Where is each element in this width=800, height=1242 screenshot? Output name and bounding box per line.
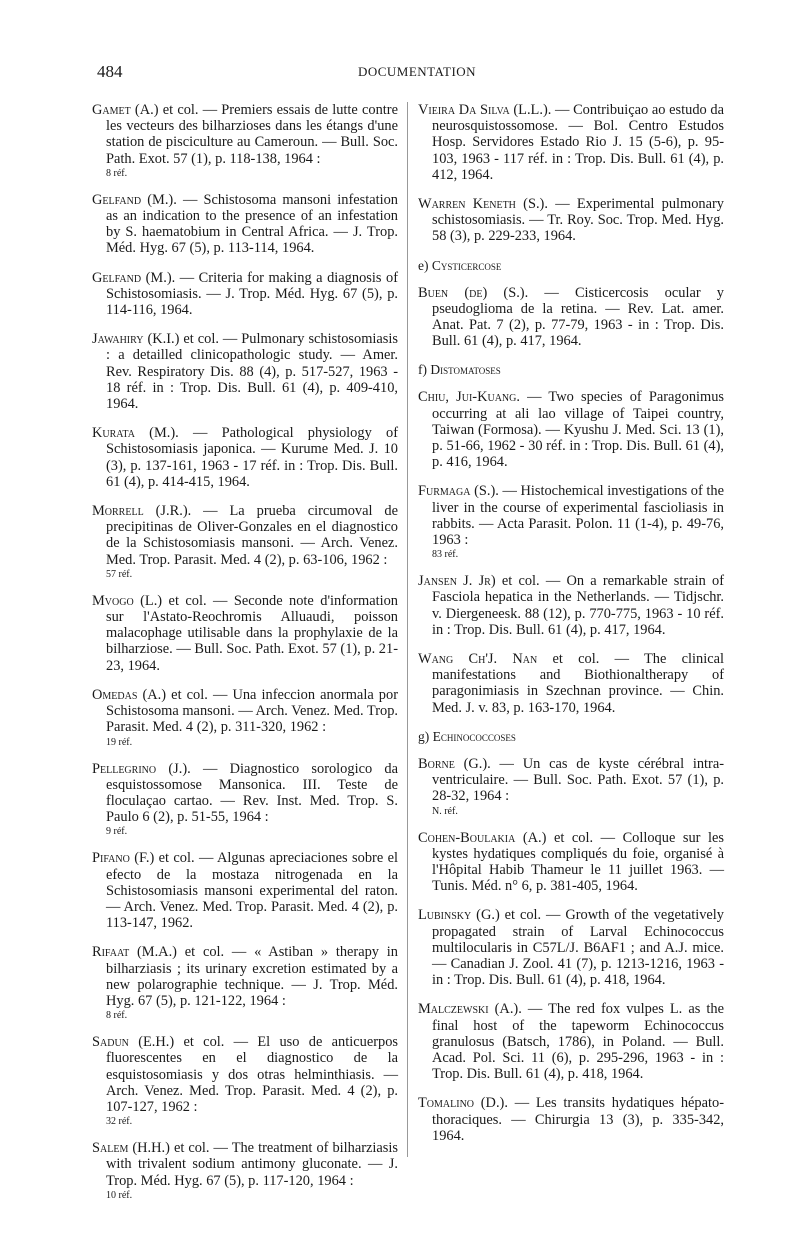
entry-author: Pifano (F.)	[92, 850, 155, 867]
entry-text: — Experimental pulmonary schistosomiasis. — Tr. Roy. Soc. Trop. Med. Hyg. 58 (3), p. 229-233, 1964.	[432, 196, 724, 245]
bibliography-entry	[92, 593, 398, 674]
entry-ref-count: 8 réf.	[106, 1010, 128, 1022]
entry-author: Wang Ch'J. Nan	[418, 651, 538, 668]
bibliography-entry	[92, 944, 398, 1021]
entry-author: Morrell (J.R.).	[92, 503, 192, 520]
entry-text: et col. — The treatment of bilharziasis with trivalent sodium antimony gluconate. — J. Trop. Méd. Hyg. 67 (5), p. 117-120, 1964 :	[106, 1140, 398, 1189]
section-label: Distomatoses	[430, 362, 501, 378]
entry-author: Gelfand (M.).	[92, 269, 176, 286]
entry-text: et col. — « Astiban » therapy in bilharziasis ; its urinary excretion estimated by a new polarographie technique. — J. Trop. Méd. Hyg. 67 (5), p. 121-122, 1964 :	[106, 944, 398, 1009]
section-letter: f)	[418, 362, 431, 378]
bibliography-entry	[92, 850, 398, 931]
bibliography-entry	[92, 1034, 398, 1127]
page-number: 484	[97, 62, 123, 81]
bibliography-entry	[418, 389, 724, 470]
section-label: Cysticercose	[431, 257, 502, 273]
entry-text: — Histochemical investigations of the liver in the course of experimental fascioliasis in rabbits. — Acta Parasit. Polon. 11 (1-4), p. 49-76, 1963 :	[432, 483, 724, 549]
bibliography-entry	[92, 761, 398, 838]
section-heading	[418, 258, 724, 274]
entry-author: Rifaat (M.A.)	[92, 944, 177, 961]
entry-author: Warren Keneth (S.).	[418, 196, 548, 213]
entry-text: et col. — The clinical manifestations and Biothionaltherapy of paragonimiasis in Szechnan province. — Chin. Med. J. v. 83, p. 163-170, 1964.	[432, 651, 724, 716]
bibliography-entry	[418, 651, 724, 716]
bibliography-entry	[92, 687, 398, 748]
entry-text: — Les transits hydatiques hépato-thoraciques. — Chirurgia 13 (3), p. 335-342, 1964.	[432, 1095, 724, 1144]
entry-author: Jawahiry (K.I.)	[92, 331, 180, 348]
right-column	[418, 102, 724, 1157]
entry-author: Pellegrino (J.).	[92, 760, 191, 777]
bibliography-entry	[92, 1140, 398, 1201]
entry-text: — Schistosoma mansoni infestation as an indication to the presence of an infestation by S. haematobium in Central Africa. — J. Trop. Méd. Hyg. 67 (5), p. 113-114, 1964.	[106, 191, 398, 257]
bibliography-entry	[92, 270, 398, 319]
entry-author: Vieira Da Silva (L.L.).	[418, 102, 552, 118]
bibliography-entry	[92, 331, 398, 412]
page-header	[97, 62, 737, 86]
entry-ref-count: 8 réf.	[106, 167, 128, 179]
entry-author: Salem (H.H.)	[92, 1140, 170, 1157]
bibliography-entry	[92, 102, 398, 179]
entry-author: Cohen-Boulakia (A.)	[418, 829, 547, 846]
section-label: Echinococcoses	[432, 728, 516, 744]
entry-ref-count: 10 réf.	[106, 1189, 133, 1201]
entry-text: — The red fox vulpes L. as the final host of the tapeworm Echinococcus granulosus (Batsch, 1786), in Poland. — Bull. Acad. Pol. Sci. 11 (6), p. 295-296, 1963 - in : Trop. Dis. Bull. 61 (4), p. 418, 1964.	[432, 1001, 724, 1083]
entry-author: Sadun (E.H.)	[92, 1034, 175, 1051]
bibliography-entry	[418, 1095, 724, 1144]
entry-text: et col. — Colloque sur les kystes hydatiques compliqués du foie, organisé à l'Hôpital Habib Thameur le 11 juillet 1963. — Tunis. Méd. n° 6, p. 381-405, 1964.	[432, 829, 724, 895]
entry-text: et col. — On a remarkable strain of Fasciola hepatica in the Netherlands. — Tidjschr. v. Diergeneesk. 88 (12), p. 770-775, 1963 - 10 réf. in : Trop. Dis. Bull. 61 (4), p. 417, 1964.	[432, 573, 724, 638]
entry-ref-count: 32 réf.	[106, 1116, 133, 1128]
bibliography-entry	[418, 285, 724, 350]
entry-text: et col. — Una infeccion anormala por Schistosoma mansoni. — Arch. Venez. Med. Trop. Parasit. Med. 4 (2), p. 311-320, 1962 :	[106, 686, 398, 736]
entry-text: et col. — Premiers essais de lutte contre les vecteurs des bilharzioses dans les étangs d'une station de pisciculture au Cameroun. — Bull. Soc. Path. Exot. 57 (1), p. 118-138, 1964 :	[106, 102, 398, 167]
entry-text: et col. — Growth of the vegetatively propagated strain of Larval Echinococcus multilocularis in C57L/J. B6AF1 ; and A.J. mice. — Canadian J. Zool. 41 (7), p. 1213-1216, 1963 - in : Trop. Dis. Bull. 61 (4), p. 418, 1964.	[432, 907, 724, 989]
entry-text: et col. — Seconde note d'information sur l'Astato-Reochromis Alluaudi, poisson malacophage utilisable dans la prophylaxie de la bilharziose. — Bull. Soc. Path. Exot. 57 (1), p. 21-23, 1964.	[106, 592, 398, 674]
bibliography-entry	[418, 1001, 724, 1082]
entry-text: — Two species of Paragonimus occurring at ali lao village of Taipei country, Taiwan (Formosa). — Kyushu J. Med. Sci. 13 (1), p. 51-66, 1962 - 30 réf. in : Trop. Dis. Bull. 61 (4), p. 416, 1964.	[432, 389, 724, 471]
entry-author: Gelfand (M.).	[92, 191, 177, 208]
column-divider	[407, 102, 408, 1157]
bibliography-entry	[92, 503, 398, 580]
section-heading	[418, 362, 724, 378]
bibliography-entry	[418, 483, 724, 560]
bibliography-entry	[418, 102, 724, 183]
entry-ref-count: 9 réf.	[106, 826, 128, 838]
section-letter: g)	[418, 728, 433, 744]
entry-text: et col. — El uso de anticuerpos fluorescentes en el diagnostico de la esquistosomiasis y dos otras helminthiasis. — Arch. Venez. Med. Trop. Parasit. Med. 4 (2), p. 107-127, 1962 :	[106, 1034, 398, 1115]
entry-text: — Cisticercosis ocular y pseudoglioma de la retina. — Rev. Lat. amer. Anat. Pat. 7 (2), p. 77-79, 1963 - in : Trop. Dis. Bull. 61 (4), p. 417, 1964.	[432, 284, 724, 350]
entry-text: — Diagnostico sorologico da esquistossomose Mansonica. III. Teste de floculaçao cartao. — Rev. Inst. Med. Trop. S. Paulo 6 (2), p. 51-55, 1964 :	[106, 760, 398, 826]
left-column	[92, 102, 398, 1214]
bibliography-entry	[418, 196, 724, 245]
section-heading	[418, 729, 724, 745]
section-letter: e)	[418, 257, 432, 273]
entry-author: Chiu, Jui-Kuang.	[418, 389, 520, 406]
entry-author: Malczewski (A.).	[418, 1001, 522, 1018]
entry-author: Mvogo (L.)	[92, 592, 163, 609]
bibliography-entry	[418, 573, 724, 638]
entry-text: et col. — Algunas apreciaciones sobre el efecto de la mostaza nitrogenada en la Schistosomiasis mansoni experimental del raton. — Arch. Venez. Med. Trop. Parasit. Med. 4 (2), p. 113-147, 1962.	[106, 850, 398, 932]
entry-text: — Criteria for making a diagnosis of Schistosomiasis. — J. Trop. Méd. Hyg. 67 (5), p. 114-116, 1964.	[106, 269, 398, 319]
bibliography-entry	[418, 756, 724, 817]
entry-ref-count: 83 réf.	[432, 549, 459, 561]
entry-author: Furmaga (S.).	[418, 483, 499, 500]
entry-ref-count: N. réf.	[432, 805, 458, 817]
entry-ref-count: 57 réf.	[106, 568, 133, 580]
entry-text: — Pathological physiology of Schistosomiasis japonica. — Kurume Med. J. 10 (3), p. 137-161, 1963 - 17 réf. in : Trop. Dis. Bull. 61 (4), p. 414-415, 1964.	[106, 425, 398, 490]
running-head: DOCUMENTATION	[357, 64, 477, 79]
bibliography-entry	[418, 830, 724, 895]
entry-text: — Un cas de kyste cérébral intra-ventriculaire. — Bull. Soc. Path. Exot. 57 (1), p. 28-32, 1964 :	[432, 755, 724, 805]
bibliography-entry	[418, 907, 724, 988]
entry-author: Lubinsky (G.)	[418, 907, 500, 924]
entry-author: Kurata (M.).	[92, 425, 179, 442]
entry-text: — Contribuiçao ao estudo da neurosquistossomose. — Bol. Centro Estudos Hosp. Servidores Estado Rio J. 15 (5-6), p. 95-103, 1963 - 117 réf. in : Trop. Dis. Bull. 61 (4), p. 412, 1964.	[432, 102, 724, 183]
entry-author: Tomalino (D.).	[418, 1095, 508, 1112]
entry-author: Jansen J. Jr)	[418, 573, 496, 590]
bibliography-entry	[92, 192, 398, 257]
entry-author: Borne (G.).	[418, 755, 491, 772]
entry-text: — La prueba circumoval de precipitinas de Oliver-Gonzales en el diagnostico de la Schistosomiasis mansoni. — Arch. Venez. Med. Trop. Parasit. Med. 4 (2), p. 63-106, 1962 :	[106, 503, 398, 568]
entry-ref-count: 19 réf.	[106, 736, 133, 748]
entry-author: Gamet (A.)	[92, 102, 159, 118]
entry-text: et col. — Pulmonary schistosomiasis : a detailled clinicopathologic study. — Amer. Rev. Respiratory Dis. 88 (4), p. 517-527, 1963 - 18 réf. in : Trop. Dis. Bull. 61 (4), p. 409-410, 1964.	[106, 331, 398, 413]
bibliography-entry	[92, 425, 398, 490]
entry-author: Buen (de) (S.).	[418, 284, 529, 301]
entry-author: Omedas (A.)	[92, 686, 167, 703]
